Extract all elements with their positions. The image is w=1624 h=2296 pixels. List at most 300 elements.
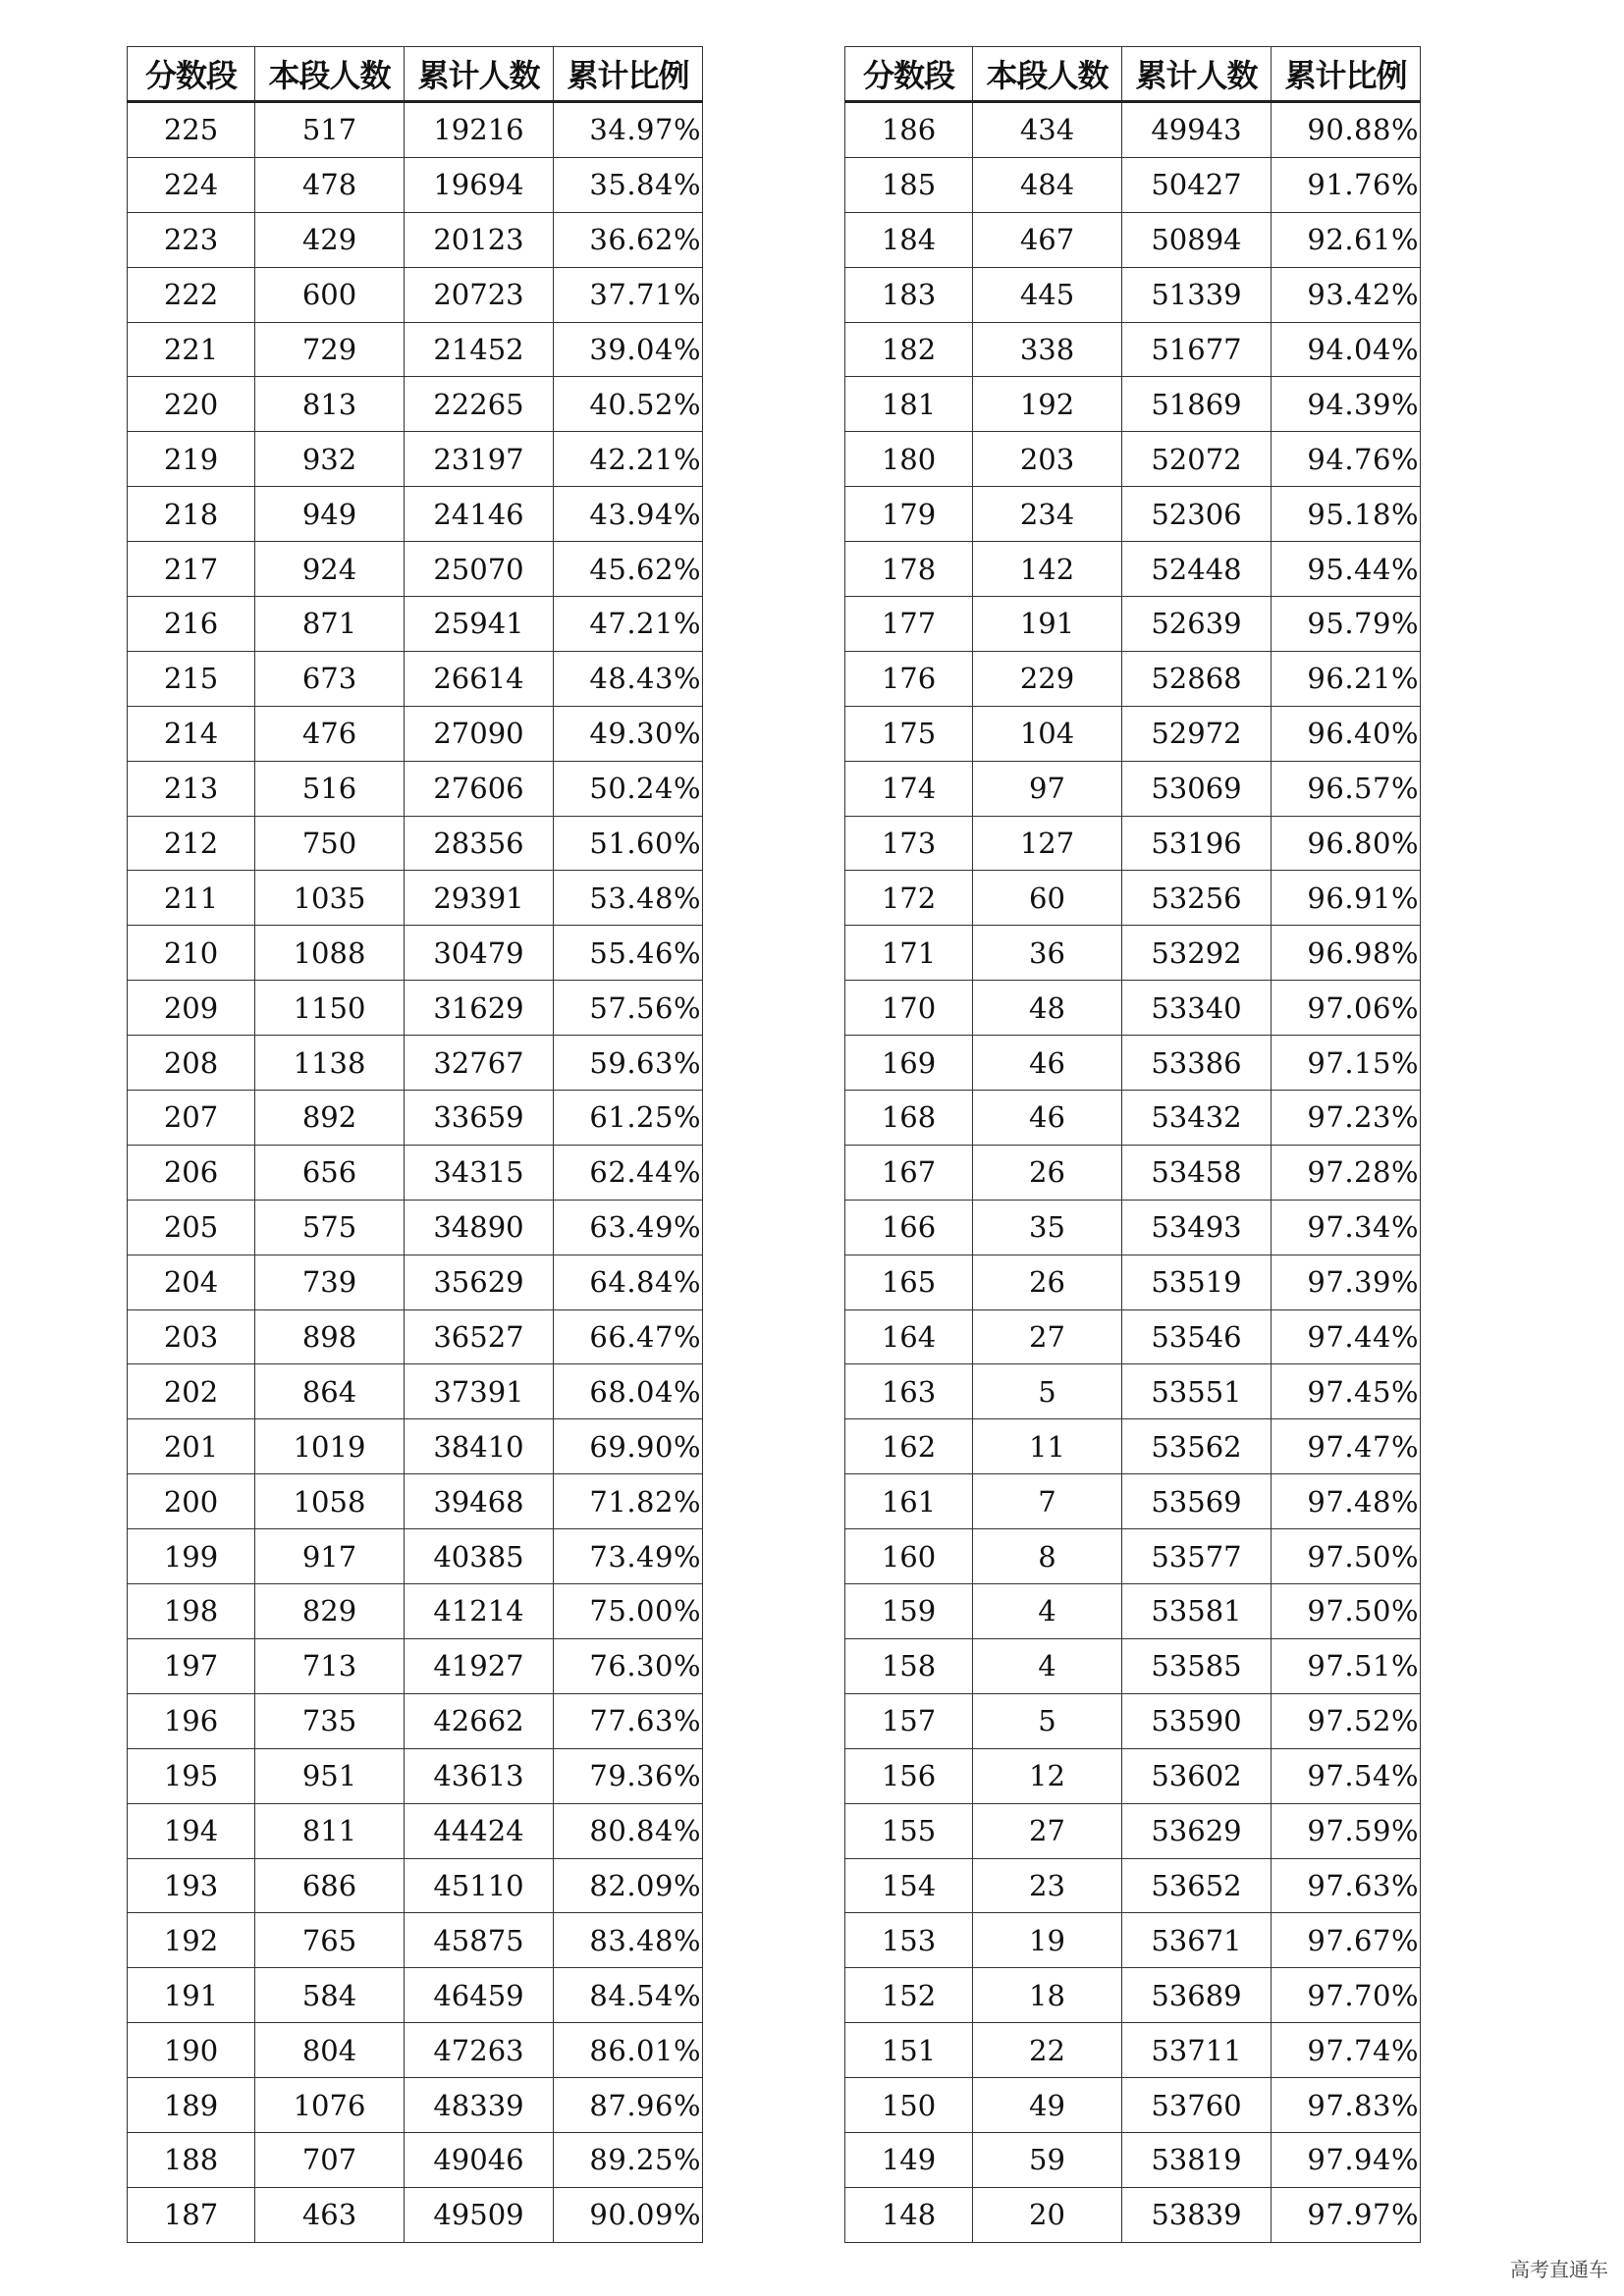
- cumulative-ratio-cell: 94.39%: [1272, 377, 1421, 432]
- score-band-cell: 167: [845, 1145, 973, 1200]
- table-row: [845, 1474, 1421, 1529]
- table-row: [128, 597, 703, 652]
- score-band-cell: 220: [128, 377, 255, 432]
- cumulative-count-cell: 20123: [405, 212, 554, 267]
- cumulative-ratio-cell: 76.30%: [554, 1638, 703, 1693]
- cumulative-ratio-cell: 96.80%: [1272, 816, 1421, 871]
- band-count-cell: 917: [255, 1529, 405, 1584]
- cumulative-count-cell: 34315: [405, 1145, 554, 1200]
- table-row: [845, 1748, 1421, 1803]
- table-row: [845, 1584, 1421, 1639]
- score-band-cell: 170: [845, 981, 973, 1036]
- cumulative-count-cell: 53493: [1122, 1200, 1272, 1255]
- band-count-cell: 516: [255, 761, 405, 816]
- score-band-cell: 155: [845, 1803, 973, 1858]
- table-row: [128, 1255, 703, 1309]
- cumulative-ratio-cell: 91.76%: [1272, 157, 1421, 212]
- cumulative-count-cell: 36527: [405, 1309, 554, 1364]
- cumulative-ratio-cell: 64.84%: [554, 1255, 703, 1309]
- cumulative-count-cell: 53577: [1122, 1529, 1272, 1584]
- cumulative-ratio-cell: 97.48%: [1272, 1474, 1421, 1529]
- cumulative-ratio-cell: 83.48%: [554, 1913, 703, 1968]
- cumulative-ratio-cell: 73.49%: [554, 1529, 703, 1584]
- cumulative-ratio-cell: 97.70%: [1272, 1968, 1421, 2023]
- table-row: [128, 1200, 703, 1255]
- cumulative-count-cell: 53652: [1122, 1858, 1272, 1913]
- table-row: [845, 816, 1421, 871]
- cumulative-count-cell: 41214: [405, 1584, 554, 1639]
- band-count-cell: 36: [973, 926, 1122, 981]
- score-band-cell: 159: [845, 1584, 973, 1639]
- score-band-cell: 160: [845, 1529, 973, 1584]
- cumulative-count-cell: 20723: [405, 267, 554, 322]
- cumulative-count-cell: 41927: [405, 1638, 554, 1693]
- score-band-cell: 195: [128, 1748, 255, 1803]
- cumulative-ratio-cell: 86.01%: [554, 2023, 703, 2078]
- score-band-cell: 214: [128, 706, 255, 761]
- table-row: [845, 2023, 1421, 2078]
- score-band-cell: 212: [128, 816, 255, 871]
- cumulative-count-cell: 53340: [1122, 981, 1272, 1036]
- band-count-cell: 7: [973, 1474, 1122, 1529]
- score-band-cell: 165: [845, 1255, 973, 1309]
- band-count-cell: 656: [255, 1145, 405, 1200]
- cumulative-count-cell: 52448: [1122, 542, 1272, 597]
- table-row: [128, 2078, 703, 2133]
- band-count-cell: 26: [973, 1255, 1122, 1309]
- table-row: [128, 487, 703, 542]
- cumulative-count-cell: 42662: [405, 1693, 554, 1748]
- cumulative-count-cell: 53689: [1122, 1968, 1272, 2023]
- table-row: [128, 1309, 703, 1364]
- band-count-cell: 517: [255, 102, 405, 158]
- band-count-cell: 8: [973, 1529, 1122, 1584]
- score-band-cell: 180: [845, 432, 973, 487]
- score-band-cell: 158: [845, 1638, 973, 1693]
- table-row: [128, 871, 703, 926]
- cumulative-ratio-cell: 39.04%: [554, 322, 703, 377]
- score-band-cell: 198: [128, 1584, 255, 1639]
- score-band-cell: 149: [845, 2132, 973, 2187]
- cumulative-count-cell: 50894: [1122, 212, 1272, 267]
- score-band-cell: 148: [845, 2187, 973, 2242]
- cumulative-count-cell: 21452: [405, 322, 554, 377]
- header-score-band: 分数段: [845, 47, 973, 102]
- band-count-cell: 27: [973, 1309, 1122, 1364]
- cumulative-count-cell: 52072: [1122, 432, 1272, 487]
- cumulative-count-cell: 53581: [1122, 1584, 1272, 1639]
- cumulative-count-cell: 53711: [1122, 2023, 1272, 2078]
- table-row: [128, 1913, 703, 1968]
- header-score-band: 分数段: [128, 47, 255, 102]
- cumulative-count-cell: 27606: [405, 761, 554, 816]
- cumulative-ratio-cell: 35.84%: [554, 157, 703, 212]
- cumulative-ratio-cell: 68.04%: [554, 1364, 703, 1419]
- cumulative-count-cell: 49046: [405, 2132, 554, 2187]
- table-row: [128, 1474, 703, 1529]
- band-count-cell: 11: [973, 1419, 1122, 1474]
- band-count-cell: 484: [973, 157, 1122, 212]
- score-table-right: [844, 46, 1421, 2243]
- cumulative-count-cell: 32767: [405, 1036, 554, 1091]
- band-count-cell: 1138: [255, 1036, 405, 1091]
- table-row: [845, 651, 1421, 706]
- cumulative-ratio-cell: 97.06%: [1272, 981, 1421, 1036]
- header-cumulative-count: 累计人数: [1122, 47, 1272, 102]
- table-row: [128, 926, 703, 981]
- cumulative-ratio-cell: 95.18%: [1272, 487, 1421, 542]
- table-row: [128, 212, 703, 267]
- table-row: [128, 1091, 703, 1146]
- score-band-cell: 174: [845, 761, 973, 816]
- table-row: [845, 1364, 1421, 1419]
- cumulative-count-cell: 52972: [1122, 706, 1272, 761]
- score-band-cell: 171: [845, 926, 973, 981]
- cumulative-count-cell: 33659: [405, 1091, 554, 1146]
- cumulative-count-cell: 53519: [1122, 1255, 1272, 1309]
- band-count-cell: 18: [973, 1968, 1122, 2023]
- score-band-cell: 152: [845, 1968, 973, 2023]
- cumulative-ratio-cell: 45.62%: [554, 542, 703, 597]
- table-row: [845, 322, 1421, 377]
- table-row: [845, 1529, 1421, 1584]
- band-count-cell: 22: [973, 2023, 1122, 2078]
- table-row: [845, 1638, 1421, 1693]
- table-row: [845, 267, 1421, 322]
- cumulative-count-cell: 49943: [1122, 102, 1272, 158]
- score-band-cell: 169: [845, 1036, 973, 1091]
- band-count-cell: 898: [255, 1309, 405, 1364]
- table-row: [128, 542, 703, 597]
- score-band-cell: 187: [128, 2187, 255, 2242]
- cumulative-ratio-cell: 97.63%: [1272, 1858, 1421, 1913]
- cumulative-count-cell: 46459: [405, 1968, 554, 2023]
- cumulative-count-cell: 53590: [1122, 1693, 1272, 1748]
- cumulative-count-cell: 47263: [405, 2023, 554, 2078]
- band-count-cell: 707: [255, 2132, 405, 2187]
- score-band-cell: 222: [128, 267, 255, 322]
- cumulative-count-cell: 35629: [405, 1255, 554, 1309]
- band-count-cell: 97: [973, 761, 1122, 816]
- table-body: [128, 102, 703, 2243]
- table-row: [128, 2023, 703, 2078]
- cumulative-ratio-cell: 97.94%: [1272, 2132, 1421, 2187]
- table-row: [128, 377, 703, 432]
- cumulative-ratio-cell: 97.74%: [1272, 2023, 1421, 2078]
- watermark-text: 高考直通车: [1510, 2258, 1608, 2281]
- cumulative-ratio-cell: 97.50%: [1272, 1529, 1421, 1584]
- cumulative-count-cell: 38410: [405, 1419, 554, 1474]
- header-cumulative-count: 累计人数: [405, 47, 554, 102]
- band-count-cell: 1019: [255, 1419, 405, 1474]
- cumulative-ratio-cell: 96.98%: [1272, 926, 1421, 981]
- cumulative-ratio-cell: 90.09%: [554, 2187, 703, 2242]
- cumulative-ratio-cell: 43.94%: [554, 487, 703, 542]
- score-band-cell: 176: [845, 651, 973, 706]
- table-row: [845, 1309, 1421, 1364]
- cumulative-ratio-cell: 87.96%: [554, 2078, 703, 2133]
- score-band-cell: 178: [845, 542, 973, 597]
- band-count-cell: 600: [255, 267, 405, 322]
- cumulative-ratio-cell: 50.24%: [554, 761, 703, 816]
- score-band-cell: 173: [845, 816, 973, 871]
- cumulative-count-cell: 53256: [1122, 871, 1272, 926]
- band-count-cell: 713: [255, 1638, 405, 1693]
- score-band-cell: 190: [128, 2023, 255, 2078]
- band-count-cell: 892: [255, 1091, 405, 1146]
- table-row: [128, 761, 703, 816]
- cumulative-ratio-cell: 63.49%: [554, 1200, 703, 1255]
- band-count-cell: 729: [255, 322, 405, 377]
- cumulative-ratio-cell: 97.23%: [1272, 1091, 1421, 1146]
- cumulative-ratio-cell: 97.44%: [1272, 1309, 1421, 1364]
- band-count-cell: 19: [973, 1913, 1122, 1968]
- band-count-cell: 951: [255, 1748, 405, 1803]
- score-band-cell: 153: [845, 1913, 973, 1968]
- table-row: [845, 157, 1421, 212]
- cumulative-ratio-cell: 62.44%: [554, 1145, 703, 1200]
- band-count-cell: 49: [973, 2078, 1122, 2133]
- cumulative-count-cell: 26614: [405, 651, 554, 706]
- cumulative-ratio-cell: 90.88%: [1272, 102, 1421, 158]
- cumulative-ratio-cell: 93.42%: [1272, 267, 1421, 322]
- cumulative-ratio-cell: 97.52%: [1272, 1693, 1421, 1748]
- cumulative-count-cell: 51339: [1122, 267, 1272, 322]
- score-band-cell: 186: [845, 102, 973, 158]
- score-band-cell: 210: [128, 926, 255, 981]
- cumulative-ratio-cell: 40.52%: [554, 377, 703, 432]
- band-count-cell: 104: [973, 706, 1122, 761]
- score-band-cell: 200: [128, 1474, 255, 1529]
- band-count-cell: 463: [255, 2187, 405, 2242]
- band-count-cell: 811: [255, 1803, 405, 1858]
- band-count-cell: 142: [973, 542, 1122, 597]
- cumulative-ratio-cell: 97.28%: [1272, 1145, 1421, 1200]
- score-band-cell: 189: [128, 2078, 255, 2133]
- score-band-cell: 216: [128, 597, 255, 652]
- cumulative-count-cell: 45875: [405, 1913, 554, 1968]
- score-band-cell: 156: [845, 1748, 973, 1803]
- cumulative-count-cell: 22265: [405, 377, 554, 432]
- table-row: [128, 1693, 703, 1748]
- band-count-cell: 23: [973, 1858, 1122, 1913]
- cumulative-count-cell: 53839: [1122, 2187, 1272, 2242]
- cumulative-count-cell: 44424: [405, 1803, 554, 1858]
- table-row: [845, 926, 1421, 981]
- cumulative-count-cell: 53432: [1122, 1091, 1272, 1146]
- band-count-cell: 864: [255, 1364, 405, 1419]
- cumulative-ratio-cell: 97.34%: [1272, 1200, 1421, 1255]
- cumulative-ratio-cell: 94.04%: [1272, 322, 1421, 377]
- table-row: [845, 102, 1421, 158]
- cumulative-count-cell: 39468: [405, 1474, 554, 1529]
- cumulative-count-cell: 53546: [1122, 1309, 1272, 1364]
- cumulative-ratio-cell: 77.63%: [554, 1693, 703, 1748]
- score-band-cell: 218: [128, 487, 255, 542]
- cumulative-ratio-cell: 96.57%: [1272, 761, 1421, 816]
- band-count-cell: 686: [255, 1858, 405, 1913]
- score-band-cell: 163: [845, 1364, 973, 1419]
- band-count-cell: 829: [255, 1584, 405, 1639]
- table-row: [845, 2132, 1421, 2187]
- cumulative-ratio-cell: 47.21%: [554, 597, 703, 652]
- score-band-cell: 223: [128, 212, 255, 267]
- score-band-cell: 154: [845, 1858, 973, 1913]
- score-band-cell: 201: [128, 1419, 255, 1474]
- score-band-cell: 221: [128, 322, 255, 377]
- cumulative-count-cell: 53569: [1122, 1474, 1272, 1529]
- band-count-cell: 1088: [255, 926, 405, 981]
- band-count-cell: 1058: [255, 1474, 405, 1529]
- score-band-cell: 224: [128, 157, 255, 212]
- table-row: [845, 1693, 1421, 1748]
- band-count-cell: 46: [973, 1091, 1122, 1146]
- score-band-cell: 182: [845, 322, 973, 377]
- score-band-cell: 215: [128, 651, 255, 706]
- table-row: [845, 1255, 1421, 1309]
- cumulative-count-cell: 50427: [1122, 157, 1272, 212]
- band-count-cell: 924: [255, 542, 405, 597]
- band-count-cell: 192: [973, 377, 1122, 432]
- cumulative-ratio-cell: 97.83%: [1272, 2078, 1421, 2133]
- cumulative-count-cell: 53551: [1122, 1364, 1272, 1419]
- cumulative-count-cell: 53069: [1122, 761, 1272, 816]
- cumulative-count-cell: 52639: [1122, 597, 1272, 652]
- cumulative-count-cell: 53671: [1122, 1913, 1272, 1968]
- band-count-cell: 46: [973, 1036, 1122, 1091]
- band-count-cell: 804: [255, 2023, 405, 2078]
- table-row: [128, 981, 703, 1036]
- table-row: [128, 322, 703, 377]
- cumulative-count-cell: 52868: [1122, 651, 1272, 706]
- score-band-cell: 199: [128, 1529, 255, 1584]
- cumulative-ratio-cell: 42.21%: [554, 432, 703, 487]
- band-count-cell: 813: [255, 377, 405, 432]
- table-body: [845, 102, 1421, 2243]
- band-count-cell: 584: [255, 1968, 405, 2023]
- table-row: [128, 1364, 703, 1419]
- table-row: [128, 816, 703, 871]
- cumulative-ratio-cell: 61.25%: [554, 1091, 703, 1146]
- table-row: [845, 706, 1421, 761]
- score-band-cell: 194: [128, 1803, 255, 1858]
- table-row: [845, 1200, 1421, 1255]
- band-count-cell: 35: [973, 1200, 1122, 1255]
- band-count-cell: 949: [255, 487, 405, 542]
- score-band-cell: 211: [128, 871, 255, 926]
- cumulative-ratio-cell: 92.61%: [1272, 212, 1421, 267]
- cumulative-count-cell: 43613: [405, 1748, 554, 1803]
- band-count-cell: 750: [255, 816, 405, 871]
- cumulative-ratio-cell: 96.40%: [1272, 706, 1421, 761]
- cumulative-ratio-cell: 97.47%: [1272, 1419, 1421, 1474]
- table-row: [128, 1419, 703, 1474]
- score-band-cell: 192: [128, 1913, 255, 1968]
- band-count-cell: 735: [255, 1693, 405, 1748]
- band-count-cell: 445: [973, 267, 1122, 322]
- score-band-cell: 181: [845, 377, 973, 432]
- band-count-cell: 932: [255, 432, 405, 487]
- band-count-cell: 27: [973, 1803, 1122, 1858]
- score-band-cell: 184: [845, 212, 973, 267]
- table-row: [845, 1036, 1421, 1091]
- table-row: [845, 761, 1421, 816]
- cumulative-ratio-cell: 97.51%: [1272, 1638, 1421, 1693]
- band-count-cell: 4: [973, 1638, 1122, 1693]
- band-count-cell: 20: [973, 2187, 1122, 2242]
- band-count-cell: 229: [973, 651, 1122, 706]
- band-count-cell: 467: [973, 212, 1122, 267]
- cumulative-ratio-cell: 80.84%: [554, 1803, 703, 1858]
- score-band-cell: 162: [845, 1419, 973, 1474]
- cumulative-ratio-cell: 96.91%: [1272, 871, 1421, 926]
- cumulative-count-cell: 27090: [405, 706, 554, 761]
- table-row: [845, 432, 1421, 487]
- cumulative-count-cell: 53458: [1122, 1145, 1272, 1200]
- cumulative-count-cell: 49509: [405, 2187, 554, 2242]
- score-band-cell: 225: [128, 102, 255, 158]
- header-band-count: 本段人数: [973, 47, 1122, 102]
- cumulative-count-cell: 53585: [1122, 1638, 1272, 1693]
- table-row: [128, 1858, 703, 1913]
- cumulative-count-cell: 28356: [405, 816, 554, 871]
- cumulative-ratio-cell: 75.00%: [554, 1584, 703, 1639]
- band-count-cell: 127: [973, 816, 1122, 871]
- cumulative-ratio-cell: 36.62%: [554, 212, 703, 267]
- score-band-cell: 166: [845, 1200, 973, 1255]
- score-band-cell: 193: [128, 1858, 255, 1913]
- cumulative-count-cell: 40385: [405, 1529, 554, 1584]
- table-row: [845, 2187, 1421, 2242]
- cumulative-ratio-cell: 97.50%: [1272, 1584, 1421, 1639]
- cumulative-count-cell: 19694: [405, 157, 554, 212]
- table-row: [845, 212, 1421, 267]
- score-band-cell: 150: [845, 2078, 973, 2133]
- band-count-cell: 60: [973, 871, 1122, 926]
- table-row: [845, 1091, 1421, 1146]
- score-band-cell: 168: [845, 1091, 973, 1146]
- header-band-count: 本段人数: [255, 47, 405, 102]
- cumulative-count-cell: 53602: [1122, 1748, 1272, 1803]
- header-cumulative-ratio: 累计比例: [1272, 47, 1421, 102]
- score-band-cell: 164: [845, 1309, 973, 1364]
- table-row: [845, 1968, 1421, 2023]
- score-band-cell: 191: [128, 1968, 255, 2023]
- band-count-cell: 434: [973, 102, 1122, 158]
- score-band-cell: 179: [845, 487, 973, 542]
- band-count-cell: 765: [255, 1913, 405, 1968]
- cumulative-ratio-cell: 97.39%: [1272, 1255, 1421, 1309]
- table-row: [128, 651, 703, 706]
- band-count-cell: 871: [255, 597, 405, 652]
- band-count-cell: 203: [973, 432, 1122, 487]
- score-band-cell: 203: [128, 1309, 255, 1364]
- band-count-cell: 59: [973, 2132, 1122, 2187]
- score-band-cell: 205: [128, 1200, 255, 1255]
- table-row: [845, 1419, 1421, 1474]
- cumulative-count-cell: 53819: [1122, 2132, 1272, 2187]
- cumulative-ratio-cell: 34.97%: [554, 102, 703, 158]
- cumulative-ratio-cell: 48.43%: [554, 651, 703, 706]
- cumulative-count-cell: 53386: [1122, 1036, 1272, 1091]
- cumulative-ratio-cell: 79.36%: [554, 1748, 703, 1803]
- score-band-cell: 209: [128, 981, 255, 1036]
- table-row: [845, 1913, 1421, 1968]
- table-row: [128, 267, 703, 322]
- band-count-cell: 234: [973, 487, 1122, 542]
- cumulative-count-cell: 45110: [405, 1858, 554, 1913]
- cumulative-ratio-cell: 97.45%: [1272, 1364, 1421, 1419]
